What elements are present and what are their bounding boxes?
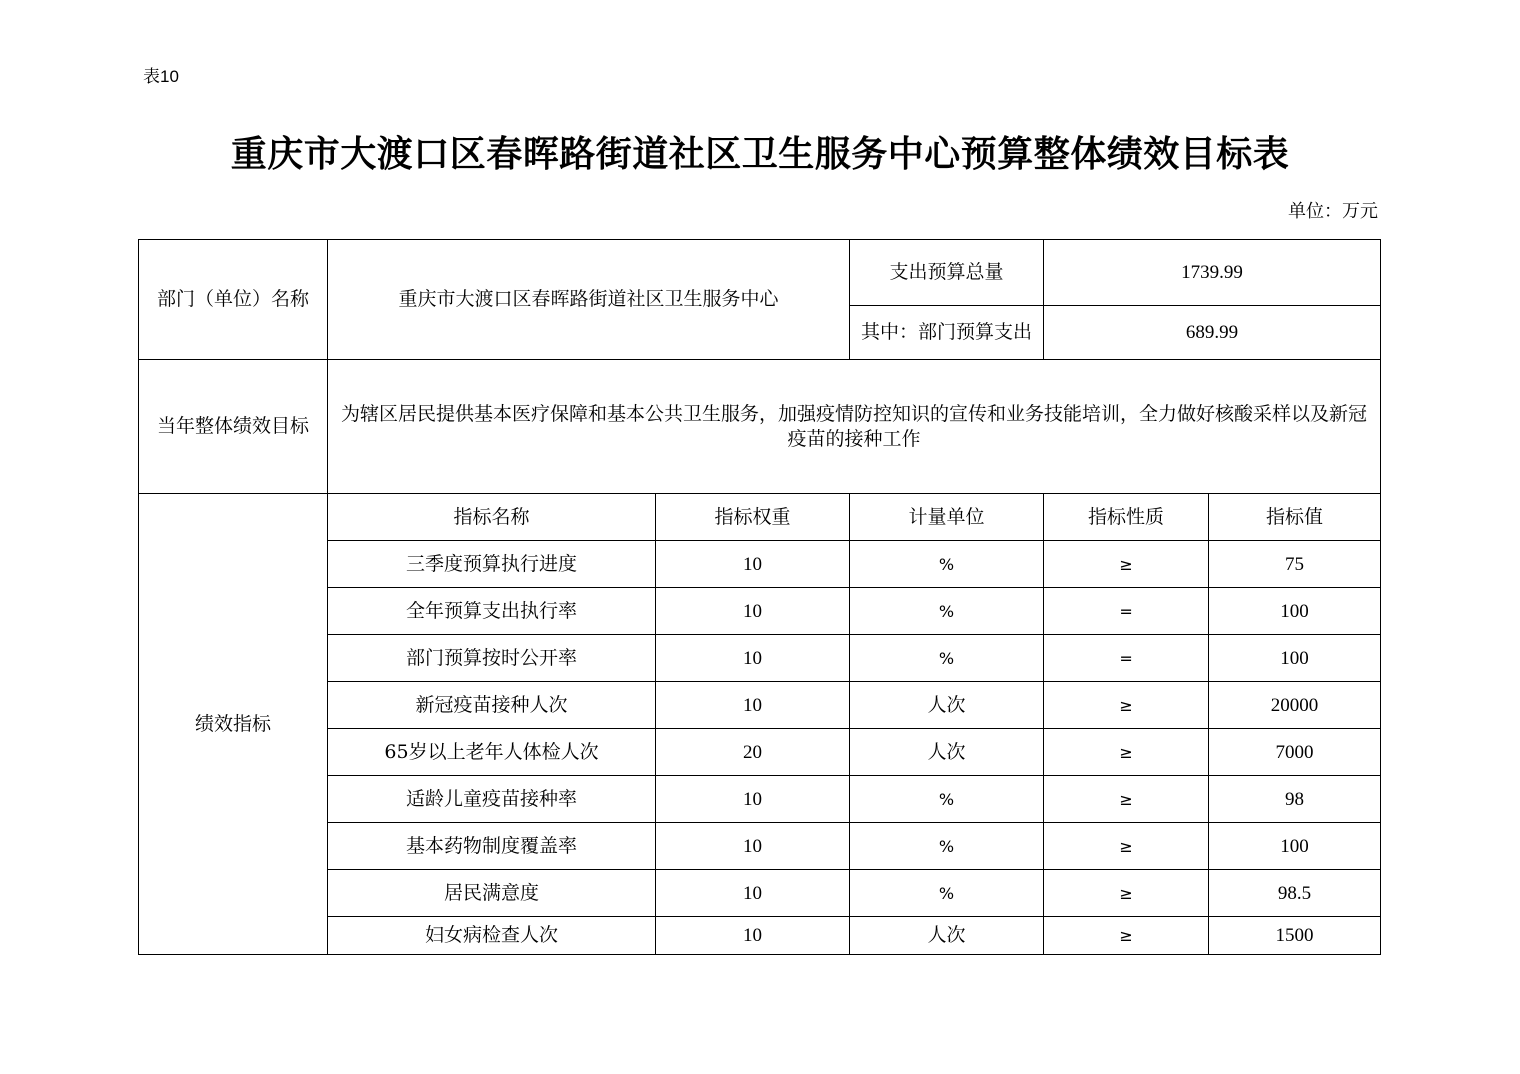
indicator-unit: 人次 [850, 682, 1044, 729]
col-header-name: 指标名称 [328, 494, 656, 541]
dept-name-label: 部门（单位）名称 [139, 240, 328, 360]
dept-budget-value: 689.99 [1044, 306, 1381, 360]
total-budget-label: 支出预算总量 [850, 240, 1044, 306]
col-header-weight: 指标权重 [656, 494, 850, 541]
indicator-unit: 人次 [850, 917, 1044, 955]
indicator-unit: % [850, 823, 1044, 870]
unit-label: 单位：万元 [1288, 201, 1378, 222]
col-header-unit: 计量单位 [850, 494, 1044, 541]
indicator-unit: 人次 [850, 729, 1044, 776]
col-header-value: 指标值 [1209, 494, 1381, 541]
indicator-unit: % [850, 588, 1044, 635]
indicator-weight: 10 [656, 635, 850, 682]
document-title: 重庆市大渡口区春晖路街道社区卫生服务中心预算整体绩效目标表 [230, 134, 1290, 175]
indicator-weight: 10 [656, 588, 850, 635]
indicator-name: 65岁以上老年人体检人次 [328, 729, 656, 776]
indicator-name: 妇女病检查人次 [328, 917, 656, 955]
indicator-value: 1500 [1209, 917, 1381, 955]
dept-name-value: 重庆市大渡口区春晖路街道社区卫生服务中心 [328, 240, 850, 360]
indicator-name: 全年预算支出执行率 [328, 588, 656, 635]
performance-target-table [138, 239, 1381, 955]
indicator-header-row [139, 494, 1381, 541]
indicator-nature: ≥ [1044, 729, 1209, 776]
indicator-weight: 20 [656, 729, 850, 776]
indicator-name: 适龄儿童疫苗接种率 [328, 776, 656, 823]
indicator-nature: = [1044, 588, 1209, 635]
indicator-name: 部门预算按时公开率 [328, 635, 656, 682]
indicator-value: 100 [1209, 635, 1381, 682]
indicator-nature: ≥ [1044, 776, 1209, 823]
dept-budget-label: 其中：部门预算支出 [850, 306, 1044, 360]
indicator-nature: ≥ [1044, 870, 1209, 917]
col-header-nature: 指标性质 [1044, 494, 1209, 541]
indicator-value: 75 [1209, 541, 1381, 588]
indicator-weight: 10 [656, 917, 850, 955]
annual-goal-label: 当年整体绩效目标 [139, 360, 328, 494]
indicator-nature: ≥ [1044, 823, 1209, 870]
indicator-name: 基本药物制度覆盖率 [328, 823, 656, 870]
indicator-unit: % [850, 776, 1044, 823]
indicator-value: 7000 [1209, 729, 1381, 776]
indicator-nature: = [1044, 635, 1209, 682]
indicator-unit: % [850, 870, 1044, 917]
indicator-value: 100 [1209, 823, 1381, 870]
indicator-nature: ≥ [1044, 541, 1209, 588]
total-budget-value: 1739.99 [1044, 240, 1381, 306]
indicator-unit: % [850, 635, 1044, 682]
table-number: 表10 [143, 67, 179, 86]
indicator-name: 三季度预算执行进度 [328, 541, 656, 588]
indicator-value: 98 [1209, 776, 1381, 823]
indicators-label: 绩效指标 [139, 494, 328, 955]
indicator-value: 98.5 [1209, 870, 1381, 917]
indicator-weight: 10 [656, 682, 850, 729]
indicator-nature: ≥ [1044, 682, 1209, 729]
indicator-value: 100 [1209, 588, 1381, 635]
indicator-name: 居民满意度 [328, 870, 656, 917]
indicator-nature: ≥ [1044, 917, 1209, 955]
indicator-value: 20000 [1209, 682, 1381, 729]
indicator-weight: 10 [656, 776, 850, 823]
indicator-name: 新冠疫苗接种人次 [328, 682, 656, 729]
annual-goal-text: 为辖区居民提供基本医疗保障和基本公共卫生服务，加强疫情防控知识的宣传和业务技能培训，全力做好核酸采样以及新冠疫苗的接种工作 [328, 360, 1381, 494]
indicator-weight: 10 [656, 870, 850, 917]
indicator-weight: 10 [656, 823, 850, 870]
indicator-weight: 10 [656, 541, 850, 588]
indicator-unit: % [850, 541, 1044, 588]
